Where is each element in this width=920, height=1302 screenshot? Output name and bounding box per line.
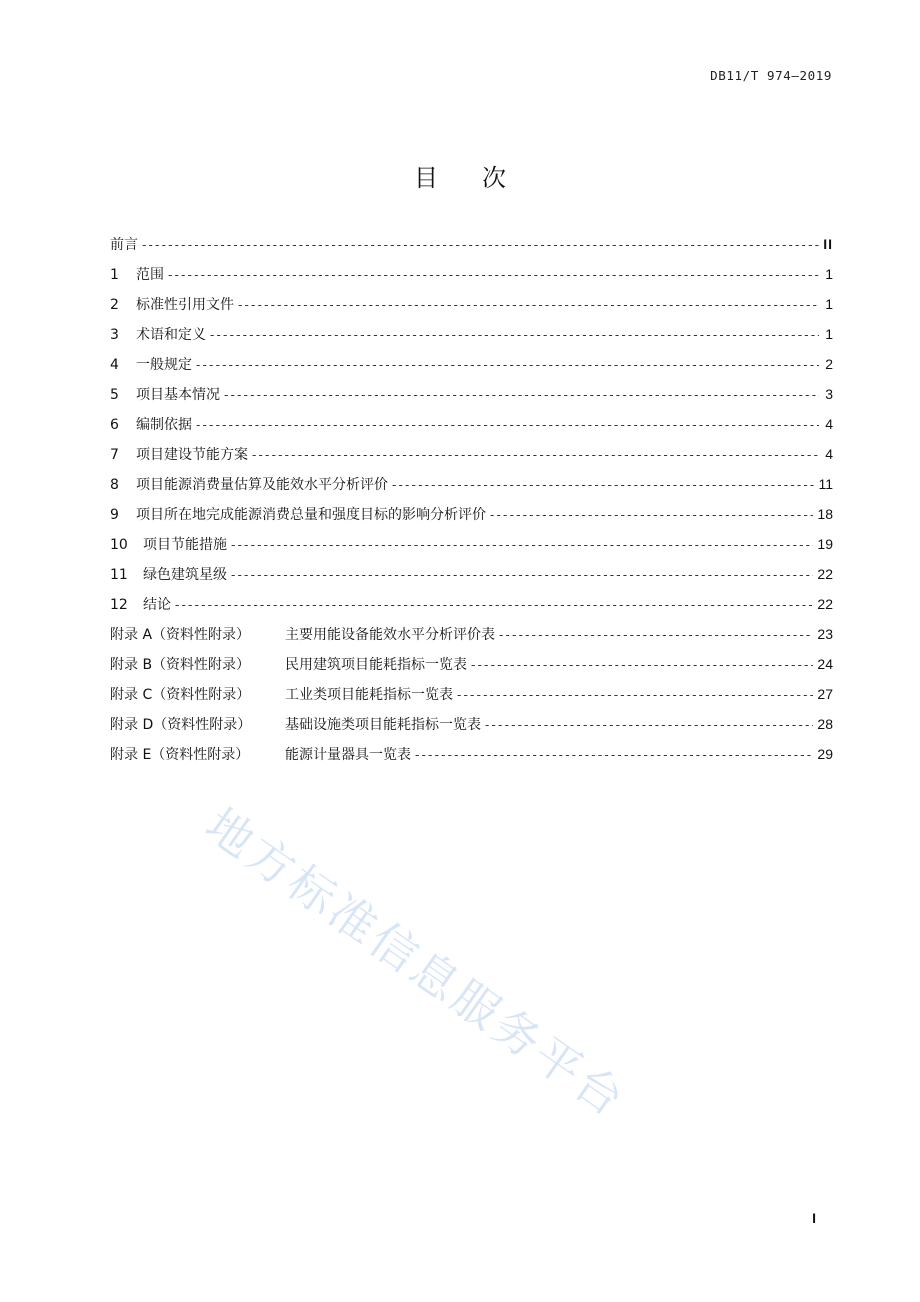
toc-entry-number: 9	[110, 507, 119, 523]
toc-leader-dots	[175, 593, 813, 617]
toc-entry-label: 结论	[143, 597, 171, 613]
toc-entry-page: II	[823, 236, 833, 252]
toc-entry-10[interactable]	[110, 532, 833, 562]
toc-entry-number: 8	[110, 477, 119, 493]
toc-leader-dots	[485, 713, 813, 737]
table-of-contents	[110, 232, 833, 772]
toc-entry-number: 12	[110, 597, 128, 613]
toc-appendix-prefix: 附录 E（资料性附录）	[110, 747, 250, 763]
toc-entry-appendix-b[interactable]	[110, 652, 833, 682]
toc-entry-1[interactable]	[110, 262, 833, 292]
toc-entry-number: 2	[110, 297, 119, 313]
toc-entry-label: 绿色建筑星级	[143, 567, 227, 583]
toc-entry-4[interactable]	[110, 352, 833, 382]
toc-entry-label: 项目所在地完成能源消费总量和强度目标的影响分析评价	[136, 507, 486, 523]
toc-entry-8[interactable]	[110, 472, 833, 502]
toc-entry-3[interactable]	[110, 322, 833, 352]
toc-entry-9[interactable]	[110, 502, 833, 532]
toc-entry-label: 术语和定义	[136, 327, 206, 343]
toc-leader-dots	[471, 653, 813, 677]
toc-entry-page: 1	[825, 296, 833, 312]
toc-leader-dots	[252, 443, 819, 467]
toc-leader-dots	[392, 473, 814, 497]
toc-entry-appendix-e[interactable]	[110, 742, 833, 772]
toc-entry-number: 5	[110, 387, 119, 403]
toc-entry-label: 能源计量器具一览表	[285, 747, 411, 763]
toc-entry-5[interactable]	[110, 382, 833, 412]
toc-entry-label: 标准性引用文件	[136, 297, 234, 313]
toc-entry-label: 项目能源消费量估算及能效水平分析评价	[136, 477, 388, 493]
toc-entry-page: 28	[817, 716, 833, 732]
toc-entry-appendix-d[interactable]	[110, 712, 833, 742]
toc-entry-page: 29	[817, 746, 833, 762]
toc-entry-foreword[interactable]	[110, 232, 833, 262]
toc-entry-2[interactable]	[110, 292, 833, 322]
toc-entry-12[interactable]	[110, 592, 833, 622]
toc-entry-number: 11	[110, 567, 128, 583]
toc-entry-number: 1	[110, 267, 119, 283]
toc-entry-page: 2	[825, 356, 833, 372]
toc-appendix-prefix: 附录 A（资料性附录）	[110, 627, 251, 643]
toc-appendix-prefix: 附录 B（资料性附录）	[110, 657, 251, 673]
toc-entry-page: 11	[818, 476, 833, 492]
toc-entry-number: 3	[110, 327, 119, 343]
toc-entry-number: 4	[110, 357, 119, 373]
toc-entry-6[interactable]	[110, 412, 833, 442]
toc-entry-appendix-c[interactable]	[110, 682, 833, 712]
toc-entry-label: 范围	[136, 267, 164, 283]
toc-entry-7[interactable]	[110, 442, 833, 472]
toc-entry-page: 22	[817, 596, 833, 612]
toc-entry-number: 6	[110, 417, 119, 433]
toc-entry-label: 项目节能措施	[143, 537, 227, 553]
toc-entry-label: 编制依据	[136, 417, 192, 433]
toc-entry-label: 民用建筑项目能耗指标一览表	[285, 657, 467, 673]
toc-entry-label: 项目基本情况	[136, 387, 220, 403]
toc-leader-dots	[224, 383, 819, 407]
page-title: 目次	[414, 164, 550, 192]
toc-leader-dots	[196, 353, 819, 377]
toc-leader-dots	[231, 563, 813, 587]
toc-leader-dots	[142, 233, 819, 257]
toc-entry-page: 4	[825, 446, 833, 462]
toc-entry-page: 22	[817, 566, 833, 582]
toc-entry-page: 4	[825, 416, 833, 432]
toc-entry-page: 3	[825, 386, 833, 402]
toc-leader-dots	[457, 683, 813, 707]
toc-entry-label: 项目建设节能方案	[136, 447, 248, 463]
toc-entry-page: 18	[817, 506, 833, 522]
toc-leader-dots	[499, 623, 813, 647]
toc-entry-label: 主要用能设备能效水平分析评价表	[285, 627, 495, 643]
toc-entry-number: 10	[110, 537, 128, 553]
toc-leader-dots	[415, 743, 813, 767]
toc-leader-dots	[210, 323, 819, 347]
toc-leader-dots	[196, 413, 819, 437]
toc-entry-label: 基础设施类项目能耗指标一览表	[285, 717, 481, 733]
toc-entry-appendix-a[interactable]	[110, 622, 833, 652]
toc-entry-label: 一般规定	[136, 357, 192, 373]
toc-entry-page: 19	[817, 536, 833, 552]
toc-leader-dots	[231, 533, 813, 557]
toc-entry-page: 1	[825, 266, 833, 282]
toc-entry-label: 前言	[110, 237, 138, 253]
toc-appendix-prefix: 附录 C（资料性附录）	[110, 687, 251, 703]
toc-appendix-prefix: 附录 D（资料性附录）	[110, 717, 252, 733]
toc-leader-dots	[168, 263, 819, 287]
toc-entry-number: 7	[110, 447, 119, 463]
toc-entry-label: 工业类项目能耗指标一览表	[285, 687, 453, 703]
toc-entry-page: 27	[817, 686, 833, 702]
toc-entry-page: 24	[817, 656, 833, 672]
page-number: I	[812, 1210, 816, 1226]
toc-entry-page: 1	[825, 326, 833, 342]
toc-entry-page: 23	[817, 626, 833, 642]
toc-leader-dots	[238, 293, 819, 317]
watermark-text: 地方标准信息服务平台	[195, 797, 637, 1129]
toc-leader-dots	[490, 503, 813, 527]
document-code: DB11/T 974—2019	[710, 68, 832, 83]
toc-entry-11[interactable]	[110, 562, 833, 592]
